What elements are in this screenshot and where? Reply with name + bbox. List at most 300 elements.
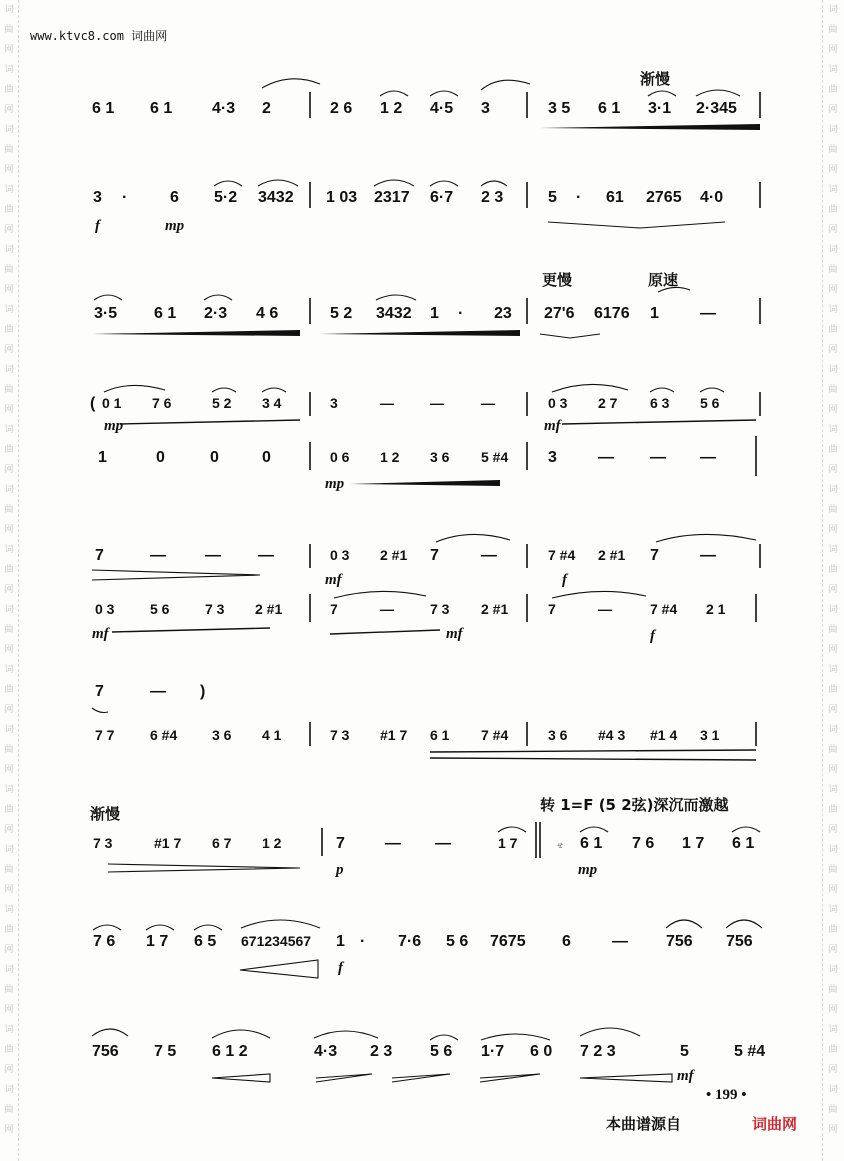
- note-group: ·: [576, 189, 582, 206]
- watermark-char: 网: [4, 1005, 14, 1015]
- note-group: 756: [92, 1043, 119, 1060]
- note-group: 7 3: [93, 835, 113, 851]
- note-group: 2317: [374, 189, 410, 206]
- slur: [650, 388, 674, 392]
- watermark-char: 网: [4, 705, 14, 715]
- watermark-char: 词: [4, 785, 14, 795]
- watermark-char: 词: [828, 665, 838, 675]
- note-group: 2 1: [706, 601, 726, 617]
- dynamic-forte: f: [650, 628, 655, 644]
- crescendo-line: [112, 628, 270, 632]
- slur: [92, 708, 108, 713]
- watermark-char: 曲: [4, 1105, 14, 1115]
- watermark-char: 词: [4, 245, 14, 255]
- score-line-2: [93, 180, 760, 234]
- score-line-6: [92, 683, 756, 760]
- note-group: 4·0: [700, 189, 724, 206]
- watermark-char: 网: [4, 1125, 14, 1135]
- note-group: 1: [336, 933, 345, 950]
- note-group: 5 #4: [481, 449, 509, 465]
- watermark-char: 词: [828, 125, 838, 135]
- note-group: 0 6: [330, 449, 350, 465]
- score-line-8: [93, 920, 762, 978]
- note-group: #1 7: [154, 835, 182, 851]
- note-group: 6 5: [194, 933, 217, 950]
- tempo-mark-gradually-slower: 渐慢: [640, 70, 671, 88]
- watermark-char: 词: [828, 485, 838, 495]
- watermark-char: 词: [828, 965, 838, 975]
- watermark-char: 曲: [828, 805, 838, 815]
- note-group: —: [612, 933, 628, 950]
- note-group: 2 #1: [380, 547, 408, 563]
- note-group: 0 3: [330, 547, 350, 563]
- dynamic-mezzo-forte: mf: [446, 626, 463, 642]
- watermark-char: 曲: [828, 565, 838, 575]
- slur: [436, 534, 510, 542]
- note-group: 2·345: [696, 100, 737, 117]
- watermark-char: 词: [828, 785, 838, 795]
- note-group: 5 2: [212, 395, 232, 411]
- note-group: 5: [680, 1043, 689, 1060]
- note-group: —: [385, 835, 401, 852]
- watermark-char: 网: [4, 585, 14, 595]
- watermark-char: 词: [828, 725, 838, 735]
- note-group: 2 7: [598, 395, 618, 411]
- dynamic-mezzo-piano: mp: [325, 476, 345, 492]
- slur: [552, 384, 628, 392]
- note-group: 23: [494, 305, 512, 322]
- note-group: 0: [262, 449, 271, 466]
- dynamic-mezzo-forte: mf: [544, 418, 561, 434]
- watermark-char: 词: [4, 665, 14, 675]
- watermark-char: 网: [828, 945, 838, 955]
- note-group: 7 6: [152, 395, 172, 411]
- watermark-char: 词: [828, 5, 838, 15]
- slur: [481, 181, 507, 186]
- note-group: ·: [458, 305, 464, 322]
- watermark-char: 网: [828, 225, 838, 235]
- watermark-char: 网: [828, 885, 838, 895]
- slur: [262, 388, 286, 392]
- dynamic-mezzo-forte: mf: [677, 1068, 694, 1084]
- note-group: 5 2: [330, 305, 353, 322]
- note-group: 5 6: [700, 395, 720, 411]
- decrescendo-hairpin: [108, 864, 300, 872]
- note-group: 5: [548, 189, 557, 206]
- watermark-char: 曲: [828, 745, 838, 755]
- watermark-char: 词: [4, 965, 14, 975]
- note-group: 671234567: [241, 933, 312, 949]
- watermark-char: 词: [828, 185, 838, 195]
- slur: [580, 827, 608, 832]
- note-group: 2 3: [481, 189, 504, 206]
- slur: [430, 91, 458, 96]
- note-group: —: [380, 395, 394, 411]
- note-group: 6 3: [650, 395, 670, 411]
- note-group: 0: [210, 449, 219, 466]
- watermark-char: 曲: [828, 325, 838, 335]
- watermark-char: 曲: [828, 445, 838, 455]
- watermark-char: 曲: [4, 265, 14, 275]
- note-group: 6·7: [430, 189, 454, 206]
- note-group: —: [205, 547, 221, 564]
- slur: [726, 920, 762, 928]
- decrescendo-hairpin: [92, 570, 260, 580]
- watermark-char: 词: [4, 485, 14, 495]
- watermark-char: 网: [828, 705, 838, 715]
- slur: [374, 180, 414, 186]
- watermark-char: 网: [4, 285, 14, 295]
- watermark-char: 曲: [828, 205, 838, 215]
- note-group: 3: [548, 449, 557, 466]
- note-group: #1 7: [380, 727, 408, 743]
- page-number: • 199 •: [706, 1087, 747, 1103]
- watermark-char: 网: [828, 765, 838, 775]
- crescendo-line: [120, 420, 300, 424]
- watermark-char: 词: [4, 65, 14, 75]
- note-group: 1 7: [146, 933, 169, 950]
- watermark-char: 曲: [828, 685, 838, 695]
- note-group: 1 7: [498, 835, 518, 851]
- watermark-char: 曲: [828, 85, 838, 95]
- note-group: 2 3: [370, 1043, 393, 1060]
- decrescendo-hairpin: [392, 1074, 450, 1082]
- watermark-char: 词: [4, 185, 14, 195]
- watermark-char: 网: [828, 645, 838, 655]
- note-group: 5 6: [150, 601, 170, 617]
- dynamic-mezzo-forte: mf: [92, 626, 109, 642]
- note-group: ·: [360, 933, 366, 950]
- note-group: 2765: [646, 189, 682, 206]
- note-group: —: [435, 835, 451, 852]
- watermark-char: 网: [4, 765, 14, 775]
- slur: [212, 388, 236, 392]
- watermark-char: 网: [828, 1005, 838, 1015]
- tempo-mark-even-slower: 更慢: [542, 271, 573, 289]
- note-group: 756: [666, 933, 693, 950]
- slur: [334, 591, 426, 598]
- slur: [204, 295, 232, 300]
- watermark-char: 词: [4, 605, 14, 615]
- watermark-char: 词: [828, 305, 838, 315]
- note-group: 6 0: [530, 1043, 553, 1060]
- note-group: 2·3: [204, 305, 228, 322]
- watermark-char: 曲: [828, 1045, 838, 1055]
- slur: [732, 827, 760, 832]
- watermark-char: 词: [4, 365, 14, 375]
- slur: [498, 827, 526, 832]
- crescendo-hairpin: [580, 1074, 672, 1082]
- watermark-char: 曲: [4, 565, 14, 575]
- note-group: 6176: [594, 305, 630, 322]
- note-group: 6: [170, 189, 179, 206]
- note-group: 1 2: [380, 100, 403, 117]
- dynamic-mezzo-piano: mp: [104, 418, 124, 434]
- watermark-char: 曲: [828, 265, 838, 275]
- slur: [194, 925, 222, 930]
- note-group: 6 1: [92, 100, 115, 117]
- decrescendo-hairpin: [316, 1074, 372, 1082]
- watermark-char: 网: [4, 105, 14, 115]
- slur: [94, 295, 122, 300]
- watermark-char: 词: [828, 1025, 838, 1035]
- watermark-char: 网: [4, 465, 14, 475]
- note-group: —: [481, 395, 495, 411]
- note-group: 5·2: [214, 189, 238, 206]
- watermark-char: 曲: [4, 925, 14, 935]
- note-group: 2: [262, 100, 271, 117]
- note-group: 3 5: [548, 100, 571, 117]
- note-group: 5 6: [430, 1043, 453, 1060]
- note-group: 1 7: [682, 835, 705, 852]
- free-tempo-mark: ㄝ: [556, 841, 564, 850]
- note-group: —: [700, 449, 716, 466]
- watermark-char: 网: [4, 165, 14, 175]
- note-group: ·: [122, 189, 128, 206]
- note-group: —: [430, 395, 444, 411]
- watermark-char: 网: [4, 885, 14, 895]
- note-group: —: [150, 683, 166, 700]
- watermark-char: 网: [4, 225, 14, 235]
- dynamic-piano: p: [336, 862, 344, 878]
- note-group: 2 #1: [255, 601, 283, 617]
- tempo-mark-gradually-slower: 渐慢: [90, 805, 121, 823]
- note-group: 4·3: [212, 100, 236, 117]
- watermark-char: 曲: [4, 505, 14, 515]
- note-group: 7675: [490, 933, 526, 950]
- note-group: 6 1: [598, 100, 621, 117]
- slur: [241, 920, 320, 928]
- note-group: #1 4: [650, 727, 678, 743]
- watermark-char: 曲: [4, 805, 14, 815]
- note-group: 7: [548, 601, 556, 617]
- watermark-char: 词: [828, 845, 838, 855]
- watermark-char: 曲: [4, 145, 14, 155]
- slur: [666, 920, 702, 928]
- watermark-char: 网: [4, 825, 14, 835]
- watermark-char: 词: [828, 545, 838, 555]
- watermark-char: 网: [828, 825, 838, 835]
- note-group: 7 3: [330, 727, 350, 743]
- note-group: 6 #4: [150, 727, 178, 743]
- note-group: 3432: [376, 305, 412, 322]
- note-group: 3·1: [648, 100, 672, 117]
- note-group: 1: [430, 305, 439, 322]
- note-group: —: [650, 449, 666, 466]
- watermark-char: 曲: [828, 505, 838, 515]
- decrescendo-hairpin: [548, 222, 725, 228]
- watermark-char: 网: [4, 405, 14, 415]
- note-group: 4 6: [256, 305, 279, 322]
- watermark-char: 网: [828, 285, 838, 295]
- watermark-char: 词: [828, 365, 838, 375]
- note-group: 4 1: [262, 727, 282, 743]
- slur: [580, 1028, 640, 1036]
- watermark-char: 词: [4, 905, 14, 915]
- note-group: 7 #4: [548, 547, 576, 563]
- footer-source-label: 本曲谱源自: [606, 1115, 682, 1133]
- watermark-char: 词: [828, 245, 838, 255]
- note-group: 3 4: [262, 395, 282, 411]
- note-group: 4·5: [430, 100, 454, 117]
- note-group: —: [150, 547, 166, 564]
- dynamic-mezzo-piano: mp: [165, 218, 185, 234]
- watermark-char: 曲: [828, 925, 838, 935]
- watermark-char: 曲: [828, 145, 838, 155]
- watermark-char: 网: [4, 45, 14, 55]
- note-group: —: [598, 449, 614, 466]
- watermark-char: 词: [4, 545, 14, 555]
- note-group: 0 3: [548, 395, 568, 411]
- watermark-char: 词: [4, 725, 14, 735]
- note-group: 7 3: [430, 601, 450, 617]
- watermark-char: 词: [828, 905, 838, 915]
- score-line-9: [92, 1028, 765, 1084]
- note-group: 3: [330, 395, 338, 411]
- note-group: 7: [330, 601, 338, 617]
- note-group: 7: [95, 547, 104, 564]
- slur: [656, 534, 756, 542]
- watermark-char: 网: [828, 345, 838, 355]
- crescendo-hairpin: [92, 330, 300, 336]
- watermark-char: 网: [828, 525, 838, 535]
- decrescendo-hairpin: [540, 334, 600, 338]
- watermark-char: 曲: [4, 985, 14, 995]
- crescendo-hairpin: [350, 480, 500, 486]
- note-group: 7 2 3: [580, 1043, 616, 1060]
- slur: [430, 1035, 458, 1040]
- note-group: —: [481, 547, 497, 564]
- slur: [262, 79, 320, 88]
- watermark-char: 词: [4, 1025, 14, 1035]
- watermark-char: 曲: [4, 25, 14, 35]
- note-group: 0 1: [102, 395, 122, 411]
- watermark-char: 网: [828, 105, 838, 115]
- note-group: —: [380, 601, 394, 617]
- watermark-char: 词: [828, 1085, 838, 1095]
- watermark-char: 曲: [828, 985, 838, 995]
- note-group: 3 6: [430, 449, 450, 465]
- note-group: —: [258, 547, 274, 564]
- note-group: 6 1: [732, 835, 755, 852]
- crescendo-line: [330, 630, 440, 634]
- note-group: 0: [156, 449, 165, 466]
- score-line-1: [92, 70, 760, 130]
- note-group: 7 #4: [650, 601, 678, 617]
- watermark-char: 网: [4, 945, 14, 955]
- note-group: 3: [481, 100, 490, 117]
- watermark-char: 曲: [828, 1105, 838, 1115]
- dynamic-mezzo-piano: mp: [578, 862, 598, 878]
- note-group: 3·5: [94, 305, 118, 322]
- note-group: 3: [93, 189, 102, 206]
- note-group: 0 3: [95, 601, 115, 617]
- crescendo-hairpin: [540, 124, 760, 130]
- dynamic-forte: f: [562, 572, 567, 588]
- watermark-char: 网: [828, 45, 838, 55]
- note-group: 6: [562, 933, 571, 950]
- note-group: 1·7: [481, 1043, 505, 1060]
- note-group: 7: [650, 547, 659, 564]
- watermark-char: 曲: [4, 205, 14, 215]
- watermark-char: 词: [4, 845, 14, 855]
- watermark-char: 曲: [828, 385, 838, 395]
- dynamic-mezzo-forte: mf: [325, 572, 342, 588]
- watermark-char: 网: [4, 1065, 14, 1075]
- note-group: 2 6: [330, 100, 353, 117]
- note-group: 7 5: [154, 1043, 177, 1060]
- watermark-char: 词: [4, 1085, 14, 1095]
- note-group: 1 03: [326, 189, 358, 206]
- note-group: 2 #1: [481, 601, 509, 617]
- slur: [481, 1034, 550, 1040]
- dynamic-forte: f: [95, 218, 100, 234]
- note-group: 7·6: [398, 933, 422, 950]
- tempo-mark-original-tempo: 原速: [648, 271, 679, 289]
- slur: [430, 181, 458, 186]
- note-group: #4 3: [598, 727, 626, 743]
- score-line-5: [92, 534, 760, 644]
- slur: [696, 90, 740, 96]
- watermark-char: 网: [828, 1065, 838, 1075]
- watermark-char: 词: [4, 5, 14, 15]
- footer-brand-link[interactable]: 词曲网: [752, 1115, 798, 1133]
- watermark-char: 网: [828, 405, 838, 415]
- note-group: 2 #1: [598, 547, 626, 563]
- note-group: 3 6: [548, 727, 568, 743]
- note-group: (: [90, 395, 96, 412]
- note-group: 61: [606, 189, 624, 206]
- note-group: 5 6: [446, 933, 469, 950]
- note-group: 7 6: [632, 835, 655, 852]
- note-group: 4·3: [314, 1043, 338, 1060]
- watermark-char: 曲: [4, 1045, 14, 1055]
- watermark-char: 词: [4, 305, 14, 315]
- note-group: 7: [336, 835, 345, 852]
- score-line-4: [90, 384, 760, 492]
- note-group: 3 1: [700, 727, 720, 743]
- note-group: 6 1 2: [212, 1043, 248, 1060]
- note-group: 7 7: [95, 727, 115, 743]
- note-group: 6 1: [430, 727, 450, 743]
- watermark-char: 曲: [4, 685, 14, 695]
- watermark-char: 曲: [828, 25, 838, 35]
- slur: [214, 181, 242, 186]
- key-change-marking: 转 1=F (5 2弦)深沉而激越: [540, 796, 729, 814]
- note-group: 3 6: [212, 727, 232, 743]
- crescendo-hairpin: [240, 960, 318, 978]
- note-group: 6 1: [150, 100, 173, 117]
- watermark-char: 曲: [4, 385, 14, 395]
- slur: [376, 295, 416, 300]
- note-group: 7: [430, 547, 439, 564]
- note-group: 6 1: [580, 835, 603, 852]
- watermark-char: 曲: [4, 865, 14, 875]
- slur: [258, 180, 298, 186]
- watermark-char: 网: [828, 1125, 838, 1135]
- decrescendo-line: [430, 758, 756, 760]
- crescendo-hairpin: [320, 330, 520, 336]
- watermark-char: 曲: [828, 865, 838, 875]
- note-group: 7 #4: [481, 727, 509, 743]
- note-group: 3432: [258, 189, 294, 206]
- slur: [104, 385, 165, 392]
- slur: [146, 925, 174, 930]
- note-group: 7 6: [93, 933, 116, 950]
- note-group: 27'6: [544, 305, 575, 322]
- watermark-char: 网: [828, 465, 838, 475]
- slur: [648, 91, 676, 96]
